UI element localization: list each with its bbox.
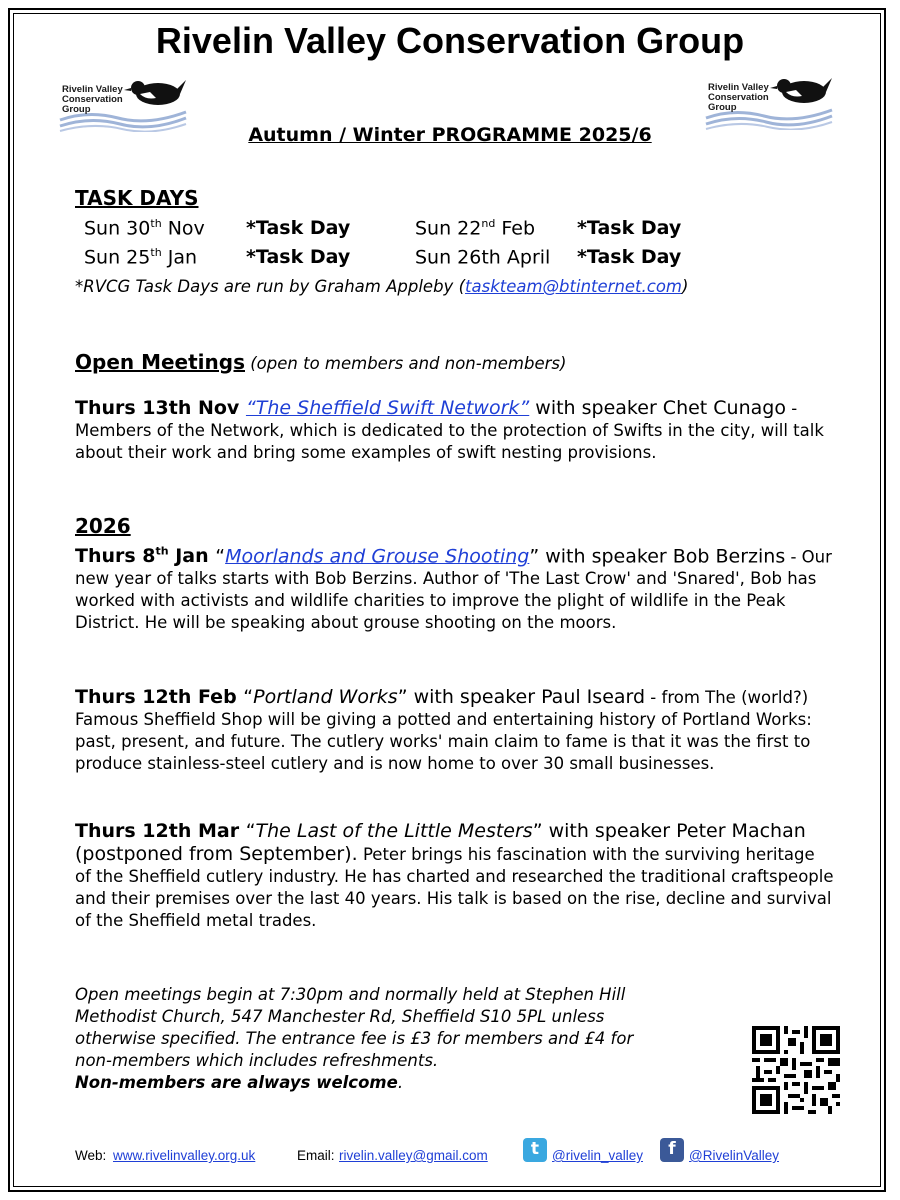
talk-description: - Our new year of talks starts with Bob Berzins. Author of 'The Last Crow' and 'Snared', Bob has worked with activists and wildlife charities to improve the plight of wildlife in the Peak District. He will be speaking about grouse shooting on the moors.	[75, 547, 832, 633]
talk-speaker: with speaker Paul Iseard	[407, 686, 646, 708]
meeting-info-text: Open meetings begin at 7:30pm and normally held at Stephen Hill Methodist Church, 547 Manchester Rd, Sheffield S10 5PL unless otherwise specified. The entrance fee is £3 for members and £4 for non-members which includes refreshments.	[75, 985, 634, 1070]
facebook-icon[interactable]: f	[660, 1138, 684, 1162]
task-day-label: *Task Day	[577, 217, 682, 239]
talk-date: Thurs 12th Feb	[75, 686, 244, 708]
programme-subtitle: Autumn / Winter PROGRAMME 2025/6	[248, 124, 652, 146]
logo-text-line: Rivelin Valley	[708, 82, 769, 93]
talk-speaker: with speaker Chet Cunago	[529, 397, 786, 419]
talk-date: Thurs 8th Jan	[75, 545, 216, 568]
open-meetings-heading-row	[75, 350, 566, 374]
task-day-row	[84, 246, 844, 272]
talk-description: - Members of the Network, which is dedicated to the protection of Swifts in the city, will talk about their work and bring some examples of swift nesting provisions.	[75, 399, 824, 462]
talk-entry: Thurs 8th Jan “Moorlands and Grouse Shooting” with speaker Bob Berzins - Our new year of talks starts with Bob Berzins. Author of 'The Last Crow' and 'Snared', Bob has worked with activists and wildlife charities to improve the plight of wildlife in the Peak District. He will be speaking about grouse shooting on the moors.	[75, 545, 832, 633]
open-meetings-note: (open to members and non-members)	[245, 354, 567, 373]
talk-title-link[interactable]: “The Sheffield Swift Network”	[245, 397, 530, 419]
year-heading: 2026	[75, 514, 131, 538]
task-days-note: *RVCG Task Days are run by Graham Appleby (taskteam@btinternet.com)	[75, 277, 689, 296]
logo-text-line: Conservation	[708, 92, 769, 103]
task-team-email-link[interactable]: taskteam@btinternet.com	[465, 277, 683, 296]
talk-date: Thurs 13th Nov	[75, 397, 246, 419]
talk-entry: Thurs 12th Feb “Portland Works” with speaker Paul Iseard - from The (world?) Famous Sheffield Shop will be giving a potted and entertaining history of Portland Works: past, present, and future. The cutlery works' main claim to fame is that it was the first to produce stainless-steel cutlery and is now home to over 30 small businesses.	[75, 686, 812, 773]
qr-code-icon[interactable]	[752, 1026, 840, 1114]
task-day-label: *Task Day	[246, 246, 351, 268]
meeting-info: Open meetings begin at 7:30pm and normally held at Stephen Hill Methodist Church, 547 Manchester Rd, Sheffield S10 5PL unless otherwise specified. The entrance fee is £3 for members and £4 for non-members which includes refreshments. Non-members are always welcome.	[75, 985, 634, 1092]
task-days-heading: TASK DAYS	[75, 186, 199, 210]
task-day-row	[84, 217, 844, 243]
task-day-date: Sun 30th Nov	[84, 217, 205, 240]
logo-text-line: Rivelin Valley	[62, 84, 123, 95]
talk-title-link[interactable]: Moorlands and Grouse Shooting	[225, 545, 530, 568]
page-title: Rivelin Valley Conservation Group	[155, 20, 745, 61]
talk-title: The Last of the Little Mesters	[255, 820, 533, 842]
email-link[interactable]: rivelin.valley@gmail.com	[339, 1148, 488, 1163]
logo-text-line: Group	[62, 104, 91, 115]
task-day-date: Sun 26th April	[415, 246, 551, 269]
open-meetings-heading: Open Meetings	[75, 350, 245, 374]
web-label: Web:	[75, 1148, 107, 1163]
talk-description: - from The (world?) Famous Sheffield Shop will be giving a potted and entertaining history of Portland Works: past, present, and future. The cutlery works' main claim to fame is that it was the first to produce stainless-steel cutlery and is now home to over 30 small businesses.	[75, 688, 812, 773]
talk-entry	[75, 397, 835, 464]
twitter-handle-link[interactable]: @rivelin_valley	[552, 1148, 643, 1163]
talk-description: Peter brings his fascination with the surviving heritage of the Sheffield cutlery industry. He has charted and researched the traditional craftspeople and their premises over the last 40 years. His talk is based on the rise, decline and survival of the Sheffield metal trades.	[75, 845, 834, 930]
task-day-label: *Task Day	[246, 217, 351, 239]
talk-title: Portland Works	[253, 686, 398, 708]
task-day-date: Sun 22nd Feb	[415, 217, 536, 240]
task-day-date: Sun 25th Jan	[84, 246, 197, 269]
group-logo-right	[704, 74, 834, 130]
email-label: Email:	[297, 1148, 335, 1163]
talk-entry: Thurs 12th Mar “The Last of the Little Mesters” with speaker Peter Machan (postponed from September). Peter brings his fascination with the surviving heritage of the Sheffield cutlery industry. He has charted and researched the traditional craftspeople and their premises over the last 40 years. His talk is based on the rise, decline and survival of the Sheffield metal trades.	[75, 820, 834, 930]
talk-date: Thurs 12th Mar	[75, 820, 246, 842]
twitter-icon[interactable]: t	[523, 1138, 547, 1162]
logo-text-line: Conservation	[62, 94, 123, 105]
task-day-label: *Task Day	[577, 246, 682, 268]
talk-speaker: with speaker Peter Machan (postponed from September).	[75, 820, 806, 865]
website-link[interactable]: www.rivelinvalley.org.uk	[113, 1148, 256, 1163]
talk-speaker: with speaker Bob Berzins	[539, 545, 786, 568]
logo-text-line: Group	[708, 102, 737, 113]
welcome-text: Non-members are always welcome	[75, 1073, 398, 1092]
facebook-handle-link[interactable]: @RivelinValley	[689, 1148, 779, 1163]
